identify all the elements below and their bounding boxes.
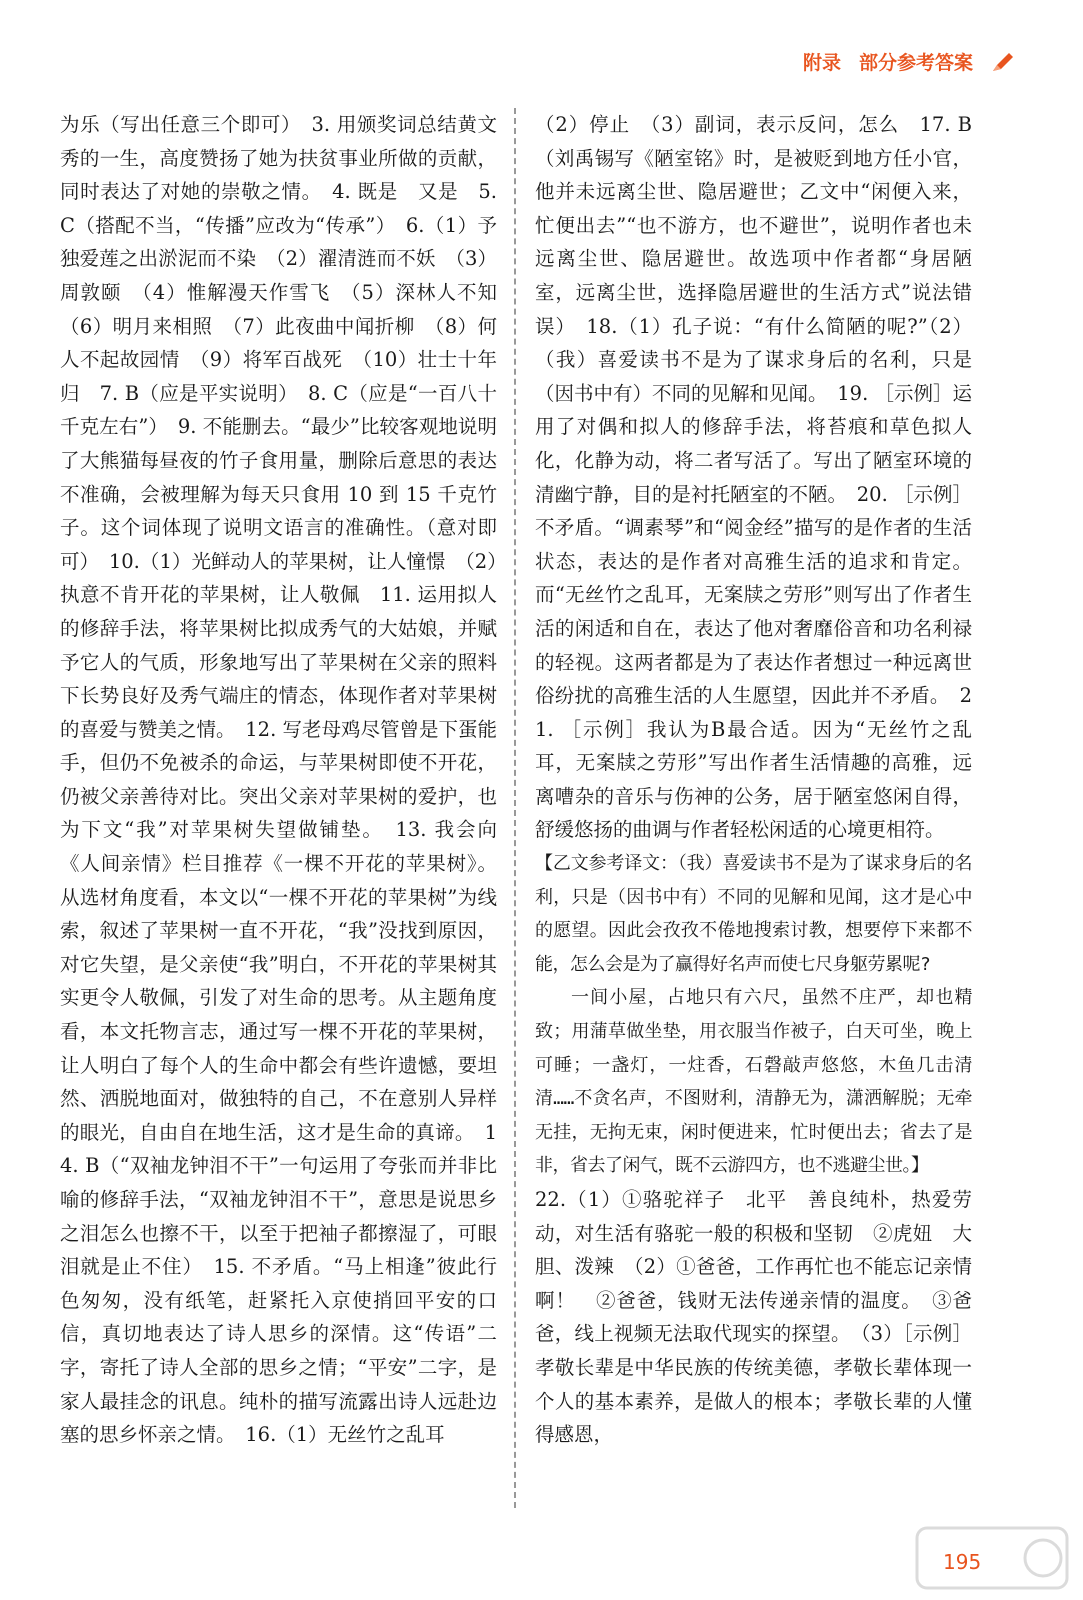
column-divider xyxy=(514,108,516,1508)
watermark-logo xyxy=(913,1522,1073,1594)
page-number: 195 xyxy=(943,1550,982,1574)
answers-title: 部分参考答案 xyxy=(858,52,973,74)
appendix-label: 附录 xyxy=(802,52,841,74)
page-header xyxy=(803,48,1015,75)
pencil-icon xyxy=(991,51,1015,73)
right-answers-continued: 22.（1）①骆驼祥子 北平 善良纯朴，热爱劳动，对生活有骆驼一般的积极和坚韧 ②虎妞 大胆、泼辣 （2）①爸爸，工作再忙也不能忘记亲情啊！ ②爸爸，钱财无法传递亲情的温度。 ③爸爸，线上视频无法取代现实的探望。 （3）［示例］孝敬长辈是中华民族的传统美德，孝敬长辈体现一个人的基本素养，是做人的根本；孝敬长辈的人懂得感恩， xyxy=(535,1188,972,1447)
translation-paragraph-2: 一间小屋，占地只有六尺，虽然不庄严，却也精致；用蒲草做坐垫，用衣服当作被子，白天可坐，晚上可睡；一盏灯，一炷香，石磬敲声悠悠，木鱼几击清清……不贪名声，不图财利，清静无为，潇洒解脱；无牵无挂，无拘无束，闲时便进来，忙时便出去；省去了是非，省去了闲气，既不云游四方，也不逃避尘世。】 xyxy=(535,987,972,1177)
left-column xyxy=(60,108,517,1452)
left-column-text: 为乐（写出任意三个即可） 3. 用颁奖词总结黄文秀的一生，高度赞扬了她为扶贫事业所做的贡献，同时表达了对她的崇敬之情。 4. 既是 又是 5. C（搭配不当，“传播”应改为“传承”） 6.（1）予独爱莲之出淤泥而不染 （2）濯清涟而不妖 （3）周敦颐 （4）惟解漫天作雪飞 （5）深林人不知 （6）明月来相照 （7）此夜曲中闻折柳 （8）何人不起故园情 （9）将军百战死 （10）壮士十年归 7. B（应是平实说明） 8. C（应是“一百八十千克左右”） 9. 不能删去。“最少”比较客观地说明了大熊猫每昼夜的竹子食用量，删除后意思的表达不准确，会被理解为每天只食用 10 到 15 千克竹子。这个词体现了说明文语言的准确性。（意对即可） 10.（1）光鲜动人的苹果树，让人憧憬 （2）执意不肯开花的苹果树，让人敬佩 11. 运用拟人的修辞手法，将苹果树比拟成秀气的大姑娘，并赋予它人的气质，形象地写出了苹果树在父亲的照料下长势良好及秀气端庄的情态，体现作者对苹果树的喜爱与赞美之情。 12. 写老母鸡尽管曾是下蛋能手，但仍不免被杀的命运，与苹果树即使不开花，仍被父亲善待对比。突出父亲对苹果树的爱护，也为下文“我”对苹果树失望做铺垫。 13. 我会向《人间亲情》栏目推荐《一棵不开花的苹果树》。从选材角度看，本文以“一棵不开花的苹果树”为线索，叙述了苹果树一直不开花，“我”没找到原因，对它失望，是父亲使“我”明白，不开花的苹果树其实更令人敬佩，引发了对生命的思考。从主题角度看，本文托物言志，通过写一棵不开花的苹果树，让人明白了每个人的生命中都会有些许遗憾，要坦然、洒脱地面对，做独特的自己，不在意别人异样的眼光，自由自在地生活，这才是生命的真谛。 14. B（“双袖龙钟泪不干”一句运用了夸张而并非比喻的修辞手法，“双袖龙钟泪不干”，意思是说思乡之泪怎么也擦不干，以至于把袖子都擦湿了，可眼泪就是止不住） 15. 不矛盾。“马上相逢”彼此行色匆匆，没有纸笔，赶紧托入京使捎回平安的口信，真切地表达了诗人思乡的深情。这“传语”二字，寄托了诗人全部的思乡之情；“平安”二字，是家人最挂念的讯息。纯朴的描写流露出诗人远赴边塞的思乡怀亲之情。 16.（1）无丝竹之乱耳 xyxy=(60,113,517,1447)
translation-paragraph-1: 【乙文参考译文：（我）喜爱读书不是为了谋求身后的名利，只是（因书中有）不同的见解和见闻，这才是心中的愿望。因此会孜孜不倦地搜索讨教，想要停下来都不能，怎么会是为了赢得好名声而使七尺身躯劳累呢? xyxy=(535,853,972,975)
right-column xyxy=(535,108,972,1452)
right-answers: （2）停止 （3）副词，表示反问，怎么 17. B（刘禹锡写《陋室铭》时，是被贬到地方任小官，他并未远离尘世、隐居避世；乙文中“闲便入来，忙便出去”“也不游方，也不避世”，说明作者也未远离尘世、隐居避世。故选项中作者都“身居陋室，远离尘世，选择隐居避世的生活方式”说法错误） 18.（1）孔子说：“有什么简陋的呢?”（2）（我）喜爱读书不是为了谋求身后的名利，只是（因书中有）不同的见解和见闻。 19. ［示例］运用了对偶和拟人的修辞手法，将苔痕和草色拟人化，化静为动，将二者写活了。写出了陋室环境的清幽宁静，目的是衬托陋室的不陋。 20. ［示例］不矛盾。“调素琴”和“阅金经”描写的是作者的生活状态，表达的是作者对高雅生活的追求和肯定。而“无丝竹之乱耳，无案牍之劳形”则写出了作者生活的闲适和自在，表达了他对奢靡俗音和功名利禄的轻视。这两者都是为了表达作者想过一种远离世俗纷扰的高雅生活的人生愿望，因此并不矛盾。 21. ［示例］我认为B最合适。因为“无丝竹之乱耳，无案牍之劳形”写出作者生活情趣的高雅，远离嘈杂的音乐与伤神的公务，居于陋室悠闲自得，舒缓悠扬的曲调与作者轻松闲适的心境更相符。 xyxy=(535,113,972,842)
